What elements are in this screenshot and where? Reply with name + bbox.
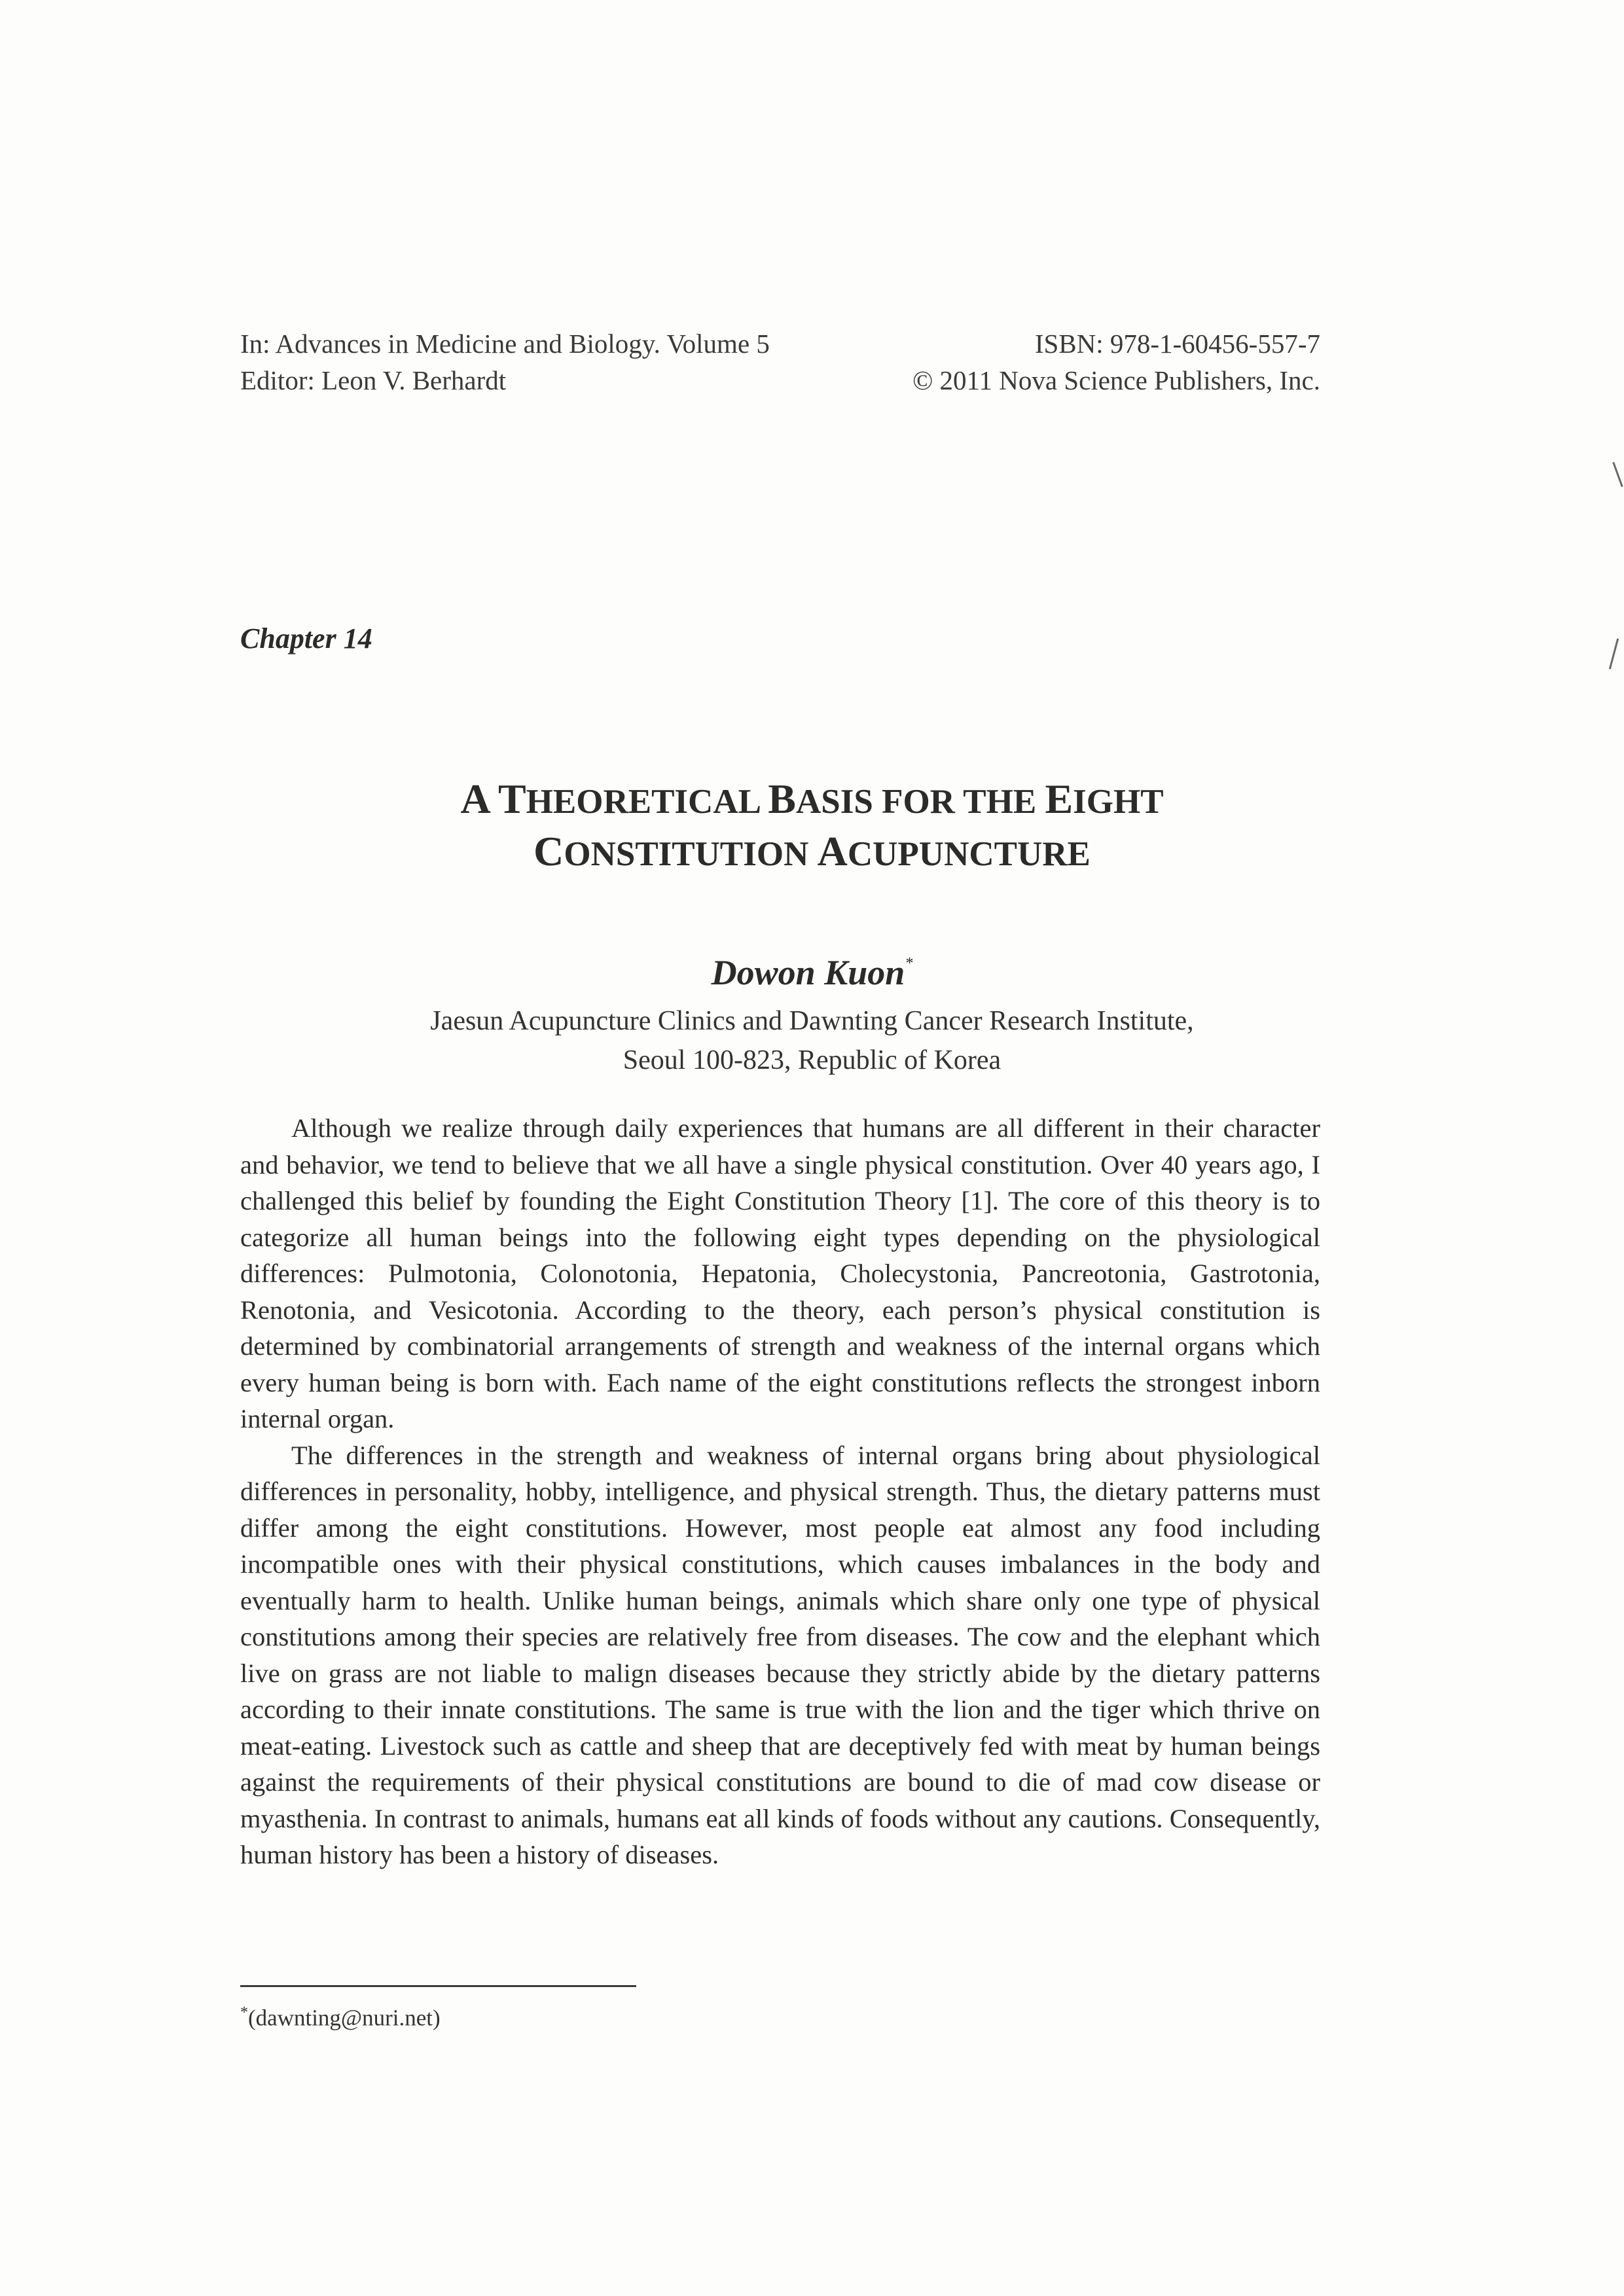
paragraph: The differences in the strength and weakness of internal organs bring about physiological differences in personality, hobby, intelligence, and physical strength. Thus, the dietary patterns must differ among the eight constitutions. However, most people eat almost any food including incompatible ones with their physical constitutions, which causes imbalances in the body and eventually harm to health. Unlike human beings, animals which share only one type of physical constitutions among their species are relatively free from diseases. The cow and the elephant which live on grass are not liable to malign diseases because they strictly abide by the dietary patterns according to their innate constitutions. The same is true with the lion and the tiger which thrive on meat-eating. Livestock such as cattle and sheep that are deceptively fed with meat by human beings against the requirements of their physical constitutions are bound to die of mad cow disease or myasthenia. In contrast to animals, humans eat all kinds of foods without any cautions. Consequently, human history has been a history of diseases.	[240, 1440, 1320, 1869]
author-name: Dowon Kuon*	[711, 953, 913, 992]
header-right	[912, 325, 1320, 399]
isbn-line: ISBN: 978-1-60456-557-7	[1034, 329, 1320, 359]
author-footnote-marker: *	[905, 955, 913, 972]
editor-line: Editor: Leon V. Berhardt	[240, 365, 507, 395]
header-left	[240, 325, 770, 399]
paragraph: Although we realize through daily experiences that humans are all different in their character and behavior, we tend to believe that we all have a single physical constitution. Over 40 years ago, I challenged this belief by founding the Eight Constitution Theory [1]. The core of this theory is to categorize all human beings into the following eight types depending on the physiological differences: Pulmotonia, Colonotonia, Hepatonia, Cholecystonia, Pancreotonia, Gastrotonia, Renotonia, and Vesicotonia. According to the theory, each person’s physical constitution is determined by combinatorial arrangements of strength and weakness of the internal organs which every human being is born with. Each name of the eight constitutions reflects the strongest inborn internal organ.	[240, 1113, 1320, 1433]
chapter-title	[0, 774, 1624, 879]
footnote-marker: *	[240, 2004, 248, 2021]
footnote-divider	[240, 1985, 636, 1987]
title-line-1: A THEORETICAL BASIS FOR THE EIGHT	[460, 776, 1164, 822]
footnote	[240, 2004, 441, 2032]
body-text	[240, 1110, 1320, 1873]
book-title-line: In: Advances in Medicine and Biology. Volume 5	[240, 329, 770, 359]
title-line-2: CONSTITUTION ACUPUNCTURE	[533, 828, 1091, 874]
chapter-label: Chapter 14	[240, 622, 372, 655]
footnote-email: (dawnting@nuri.net)	[248, 2005, 441, 2031]
affiliation: Jaesun Acupuncture Clinics and Dawnting Cancer Research Institute, Seoul 100-823, Republic of Korea	[430, 1006, 1194, 1075]
copyright-line: © 2011 Nova Science Publishers, Inc.	[912, 365, 1320, 395]
scan-edge-mark	[1612, 462, 1623, 488]
scan-edge-mark	[1609, 638, 1619, 669]
